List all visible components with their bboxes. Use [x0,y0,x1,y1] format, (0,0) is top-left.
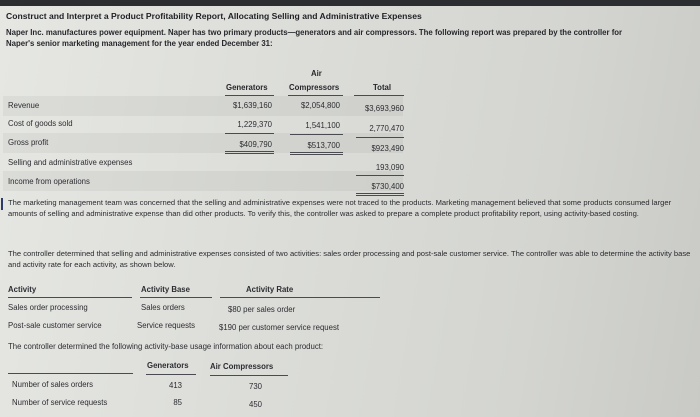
subtotal-rule [356,175,404,176]
subtotal-rule [290,134,343,135]
header-compressors: Compressors [289,83,340,92]
income-total: $730,400 [371,182,404,191]
revenue-generators: $1,639,160 [232,101,272,110]
activity-row-1-name: Sales order processing [8,303,88,312]
cogs-total: 2,770,470 [369,124,404,133]
row-label-gross-profit: Gross profit [8,138,49,147]
cogs-air-compressors: 1,541,100 [305,121,340,130]
margin-marker [1,198,3,210]
header-rule [8,297,132,298]
usage-row-2-air-compressors: 450 [248,400,262,409]
header-rule [354,95,404,96]
usage-row-1-air-compressors: 730 [248,382,262,391]
header-rule [288,95,343,96]
intro-text [6,27,622,49]
header-rule [225,95,274,96]
double-rule [225,153,274,154]
header-rule [210,375,288,376]
usage-intro: The controller determined the following activity-base usage information about each product: [8,342,324,351]
activity-base-header: Activity Base [141,285,190,294]
revenue-air-compressors: $2,054,800 [300,101,340,110]
page-title: Construct and Interpret a Product Profitability Report, Allocating Selling and Administrative Expenses [6,11,422,21]
subtotal-rule [225,133,274,134]
gross-profit-air-compressors: $513,700 [307,141,340,150]
revenue-total: $3,693,960 [364,104,404,113]
header-air: Air [311,69,322,78]
double-rule [290,152,343,153]
activity-row-2-base: Service requests [137,321,196,330]
usage-row-2-generators: 85 [173,398,182,407]
header-rule [140,297,212,298]
row-label-revenue: Revenue [8,101,40,110]
intro-line-2: Naper's senior marketing management for the year ended December 31: [6,39,273,48]
activity-header: Activity [8,285,37,294]
header-rule [8,373,133,374]
row-band [3,96,403,116]
usage-header-generators: Generators [147,361,189,370]
usage-row-2-label: Number of service requests [12,398,108,407]
paragraph-marketing: The marketing management team was concerned that the selling and administrative expenses were not traced to the products. Marketing management believed that some products consumed larger amounts of selling and administrative expense than did other products. To verify this, the controller was asked to prepare a complete product profitability report, using activity-based costing. [8,198,672,218]
activity-row-2-rate: $190 per customer service request [219,323,340,332]
gross-profit-generators: $409,790 [239,140,272,149]
activity-row-1-rate: $80 per sales order [228,305,296,314]
row-label-selling-admin: Selling and administrative expenses [8,158,133,167]
selling-admin-total: 193,090 [375,163,404,172]
activity-row-1-base: Sales orders [141,303,185,312]
header-rule [146,374,196,375]
paragraph-activities: The controller determined that selling and administrative expenses consisted of two activities: sales order processing and post-sale customer service. The controller was able to determine the activity base and activity rate for each activity, as shown below. [8,249,691,269]
header-generators: Generators [226,83,268,92]
usage-header-air-compressors: Air Compressors [210,362,274,371]
cogs-generators: 1,229,370 [237,120,272,129]
row-label-income: Income from operations [8,177,90,186]
double-rule [290,154,343,155]
usage-row-1-label: Number of sales orders [12,380,94,389]
row-band [3,133,403,153]
double-rule [356,193,404,194]
activity-rate-header: Activity Rate [246,285,294,294]
header-total: Total [373,83,392,92]
double-rule [356,195,404,196]
intro-line-1: Naper Inc. manufactures power equipment. Naper has two primary products—generators and air compressors. The following report was prepared by the controller for [6,28,623,37]
double-rule [225,151,274,152]
subtotal-rule [356,137,404,138]
header-rule [220,297,380,298]
top-edge-bar [0,0,700,6]
usage-row-1-generators: 413 [168,381,182,390]
gross-profit-total: $923,490 [371,144,404,153]
row-label-cogs: Cost of goods sold [8,119,73,128]
activity-row-2-name: Post-sale customer service [8,321,102,330]
